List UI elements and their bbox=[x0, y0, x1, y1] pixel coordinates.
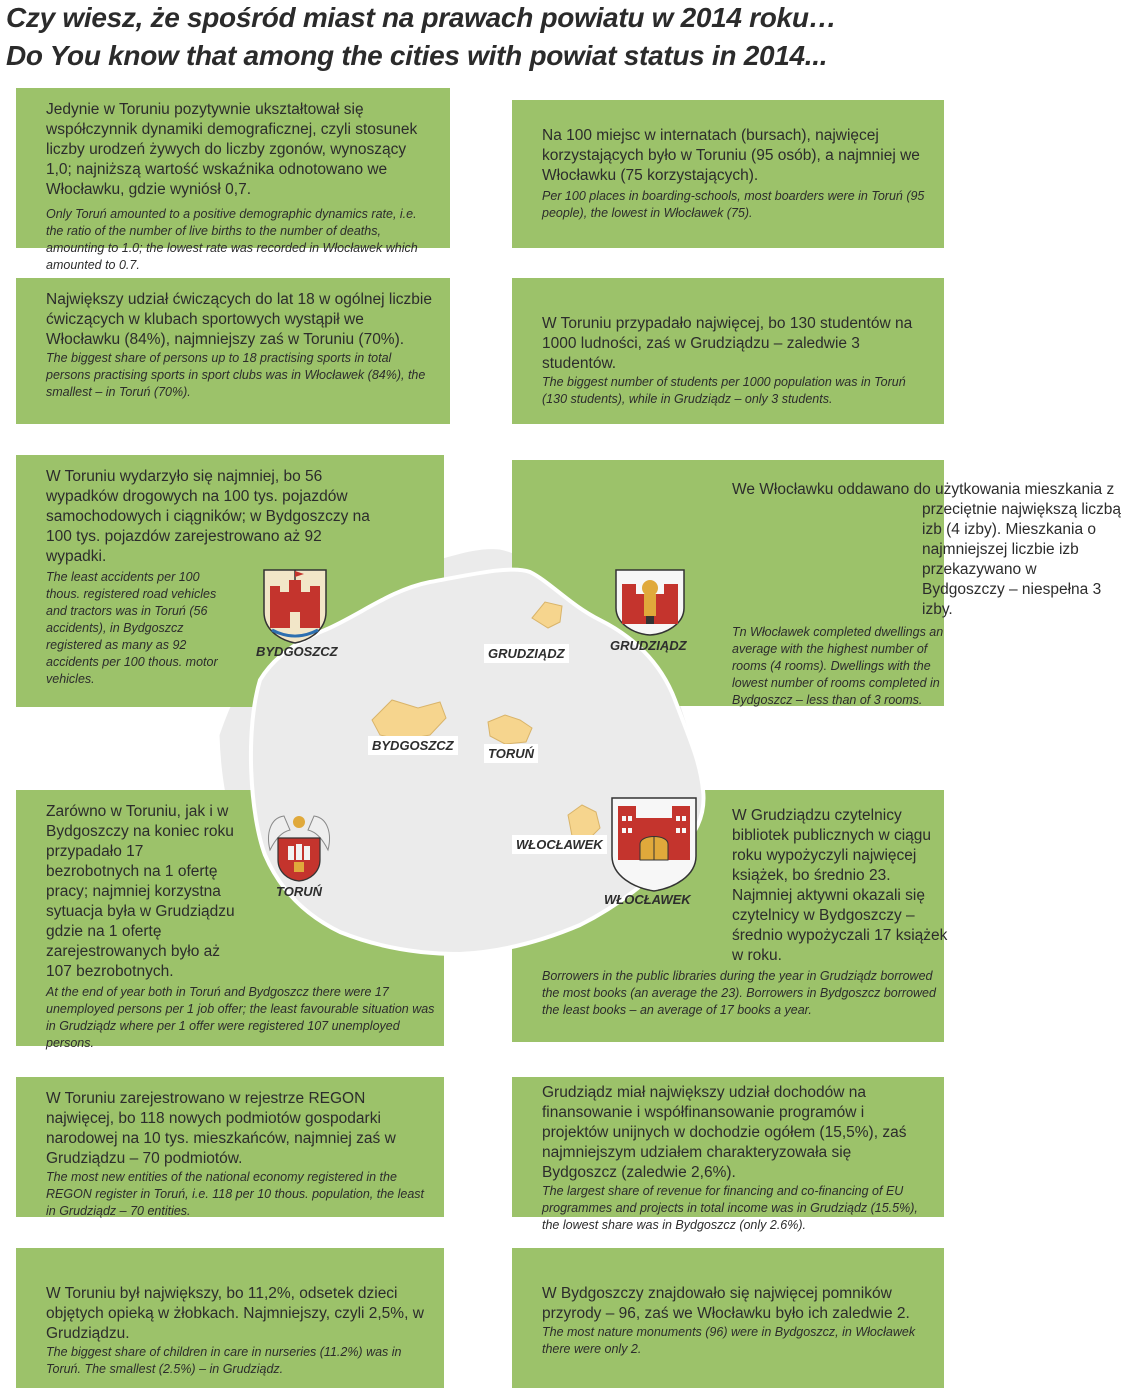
fact-text-english: The largest share of revenue for financing and co-financing of EU programmes and projects in total income was in Grudziądz (15.5%), the lowest share was in Bydgoszcz (only 2.6%). bbox=[542, 1184, 918, 1232]
map-label-wloclawek: WŁOCŁAWEK bbox=[512, 835, 607, 854]
fact-text-polish: Zarówno w Toruniu, jak i w Bydgoszczy na koniec roku przypadało 17 bezrobotnych na 1 ofertę pracy; najmniej korzystna sytuacja była w Grudziądzu gdzie na 1 ofertę zarejestrowanych było aż 107 bezrobotnych. bbox=[46, 803, 235, 980]
fact-text-english: The most new entities of the national economy registered in the REGON register in Toruń, i.e. 118 per 10 thous. population, the least in Grudziądz – 70 entities. bbox=[46, 1170, 424, 1218]
crest-label-wloclawek: WŁOCŁAWEK bbox=[604, 892, 691, 907]
crest-label-grudziadz: GRUDZIĄDZ bbox=[610, 638, 687, 653]
fact-text-polish: W Grudziądzu czytelnicy bibliotek publicznych w ciągu roku wypożyczyli najwięcej książek, bo średnio 23. Najmniej aktywni okazali się czytelnicy w Bydgoszczy – średnio wypożyczali 17 książek w roku. bbox=[732, 807, 948, 964]
map-label-bydgoszcz: BYDGOSZCZ bbox=[368, 736, 458, 755]
fact-text-english: The biggest share of persons up to 18 practising sports in total persons practising sports in sport clubs was in Włocławek (84%), the smallest – in Toruń (70%). bbox=[46, 351, 426, 399]
fact-box-students bbox=[512, 278, 944, 424]
fact-box-eu-funds bbox=[512, 1077, 944, 1232]
fact-text-polish: W Toruniu wydarzyło się najmniej, bo 56 wypadków drogowych na 100 tys. pojazdów samochodowych i ciągników; w Bydgoszczy na 100 tys. pojazdów zarejestrowano aż 92 wypadki. bbox=[46, 468, 370, 565]
fact-text-polish: W Bydgoszczy znajdowało się najwięcej pomników przyrody – 96, zaś we Włocławku było ich zaledwie 2. bbox=[542, 1285, 910, 1322]
fact-text-polish: Jedynie w Toruniu pozytywnie ukształtował się współczynnik dynamiki demograficznej, czyli stosunek liczby urodzeń żywych do liczby zgonów, wynoszący 1,0; najniższą wartość wskaźnika odnotowano we Włocławku, gdzie wyniósł 0,7. bbox=[46, 101, 418, 198]
grudziadz-crest-icon bbox=[614, 568, 686, 636]
fact-box-nurseries bbox=[16, 1248, 444, 1388]
fact-box-boarding bbox=[512, 100, 944, 248]
map-label-torun: TORUŃ bbox=[484, 744, 538, 763]
fact-text-english: Borrowers in the public libraries during the year in Grudziądz borrowed the most books (an average the 23). Borrowers in Bydgoszcz borrowed the least books – an average of 17 books a year. bbox=[542, 969, 936, 1017]
fact-box-monuments bbox=[512, 1248, 944, 1388]
map-label-grudziadz: GRUDZIĄDZ bbox=[484, 644, 569, 663]
fact-text-english: Tn Włocławek completed dwellings an average with the highest number of rooms (4 rooms). Dwellings with the lowest number of rooms completed in Bydgoszcz – less than of 3 rooms. bbox=[732, 625, 944, 707]
fact-text-polish: We Włocławku oddawano do użytkowania mieszkania z przeciętnie największą liczbą izb (4 izby). Mieszkania o najmniejszej liczbie izb przekazywano w Bydgoszczy – niespełna 3 izby. bbox=[732, 481, 1122, 618]
fact-text-polish: W Toruniu zarejestrowano w rejestrze REGON najwięcej, bo 118 nowych podmiotów gospodarki narodowej na 10 tys. mieszkańców, najmniej zaś w Grudziądzu – 70 podmiotów. bbox=[46, 1090, 396, 1167]
fact-box-sports bbox=[16, 278, 450, 424]
fact-text-english: Only Toruń amounted to a positive demographic dynamics rate, i.e. the ratio of the number of live births to the number of deaths, amounting to 1.0; the lowest rate was recorded in Włocławek which amounted to 0.7. bbox=[46, 207, 418, 272]
fact-text-polish: W Toruniu był największy, bo 11,2%, odsetek dzieci objętych opieką w żłobkach. Najmniejszy, czyli 2,5%, w Grudziądzu. bbox=[46, 1285, 424, 1342]
fact-box-demography bbox=[16, 88, 450, 272]
fact-box-regon bbox=[16, 1077, 444, 1217]
torun-crest-icon bbox=[264, 808, 334, 882]
fact-text-polish: W Toruniu przypadało najwięcej, bo 130 studentów na 1000 ludności, zaś w Grudziądzu – zaledwie 3 studentów. bbox=[542, 315, 913, 372]
page-title-english: Do You know that among the cities with powiat status in 2014... bbox=[6, 40, 828, 71]
fact-text-polish: Grudziądz miał największy udział dochodów na finansowanie i współfinansowanie programów i projektów unijnych w dochodzie ogółem (15,5%), zaś najmniejszym udziałem charakteryzowała się Bydgoszcz (zaledwie 2,6%). bbox=[542, 1084, 907, 1181]
fact-text-english: The biggest number of students per 1000 population was in Toruń (130 students), while in Grudziądz – only 3 students. bbox=[542, 375, 906, 406]
fact-text-english: The least accidents per 100 thous. registered road vehicles and tractors was in Toruń (56 accidents), in Bydgoszcz registered as many as 92 accidents per 100 thous. motor vehicles. bbox=[46, 570, 218, 686]
fact-text-english: Per 100 places in boarding-schools, most boarders were in Toruń (95 people), the lowest in Włocławek (75). bbox=[542, 189, 925, 220]
fact-text-english: The biggest share of children in care in nurseries (11.2%) was in Toruń. The smallest (2.5%) – in Grudziądz. bbox=[46, 1345, 402, 1376]
wloclawek-crest-icon bbox=[610, 796, 698, 892]
fact-text-polish: Największy udział ćwiczących do lat 18 w ogólnej liczbie ćwiczących w klubach sportowych wystąpił we Włocławku (84%), najmniejszy zaś w Toruniu (70%). bbox=[46, 291, 432, 348]
fact-text-english: At the end of year both in Toruń and Bydgoszcz there were 17 unemployed persons per 1 job offer; the least favourable situation was in Grudziądz where per 1 offer were registered 107 unemployed persons. bbox=[46, 985, 435, 1050]
page-title-polish: Czy wiesz, że spośród miast na prawach powiatu w 2014 roku… bbox=[6, 2, 837, 33]
fact-text-polish: Na 100 miejsc w internatach (bursach), najwięcej korzystających było w Toruniu (95 osób), a najmniej we Włocławku (75 korzystających). bbox=[542, 127, 920, 184]
crest-label-torun: TORUŃ bbox=[276, 884, 322, 899]
bydgoszcz-crest-icon bbox=[262, 568, 328, 644]
crest-label-bydgoszcz: BYDGOSZCZ bbox=[256, 644, 338, 659]
fact-text-english: The most nature monuments (96) were in Bydgoszcz, in Włocławek there were only 2. bbox=[542, 1325, 916, 1356]
